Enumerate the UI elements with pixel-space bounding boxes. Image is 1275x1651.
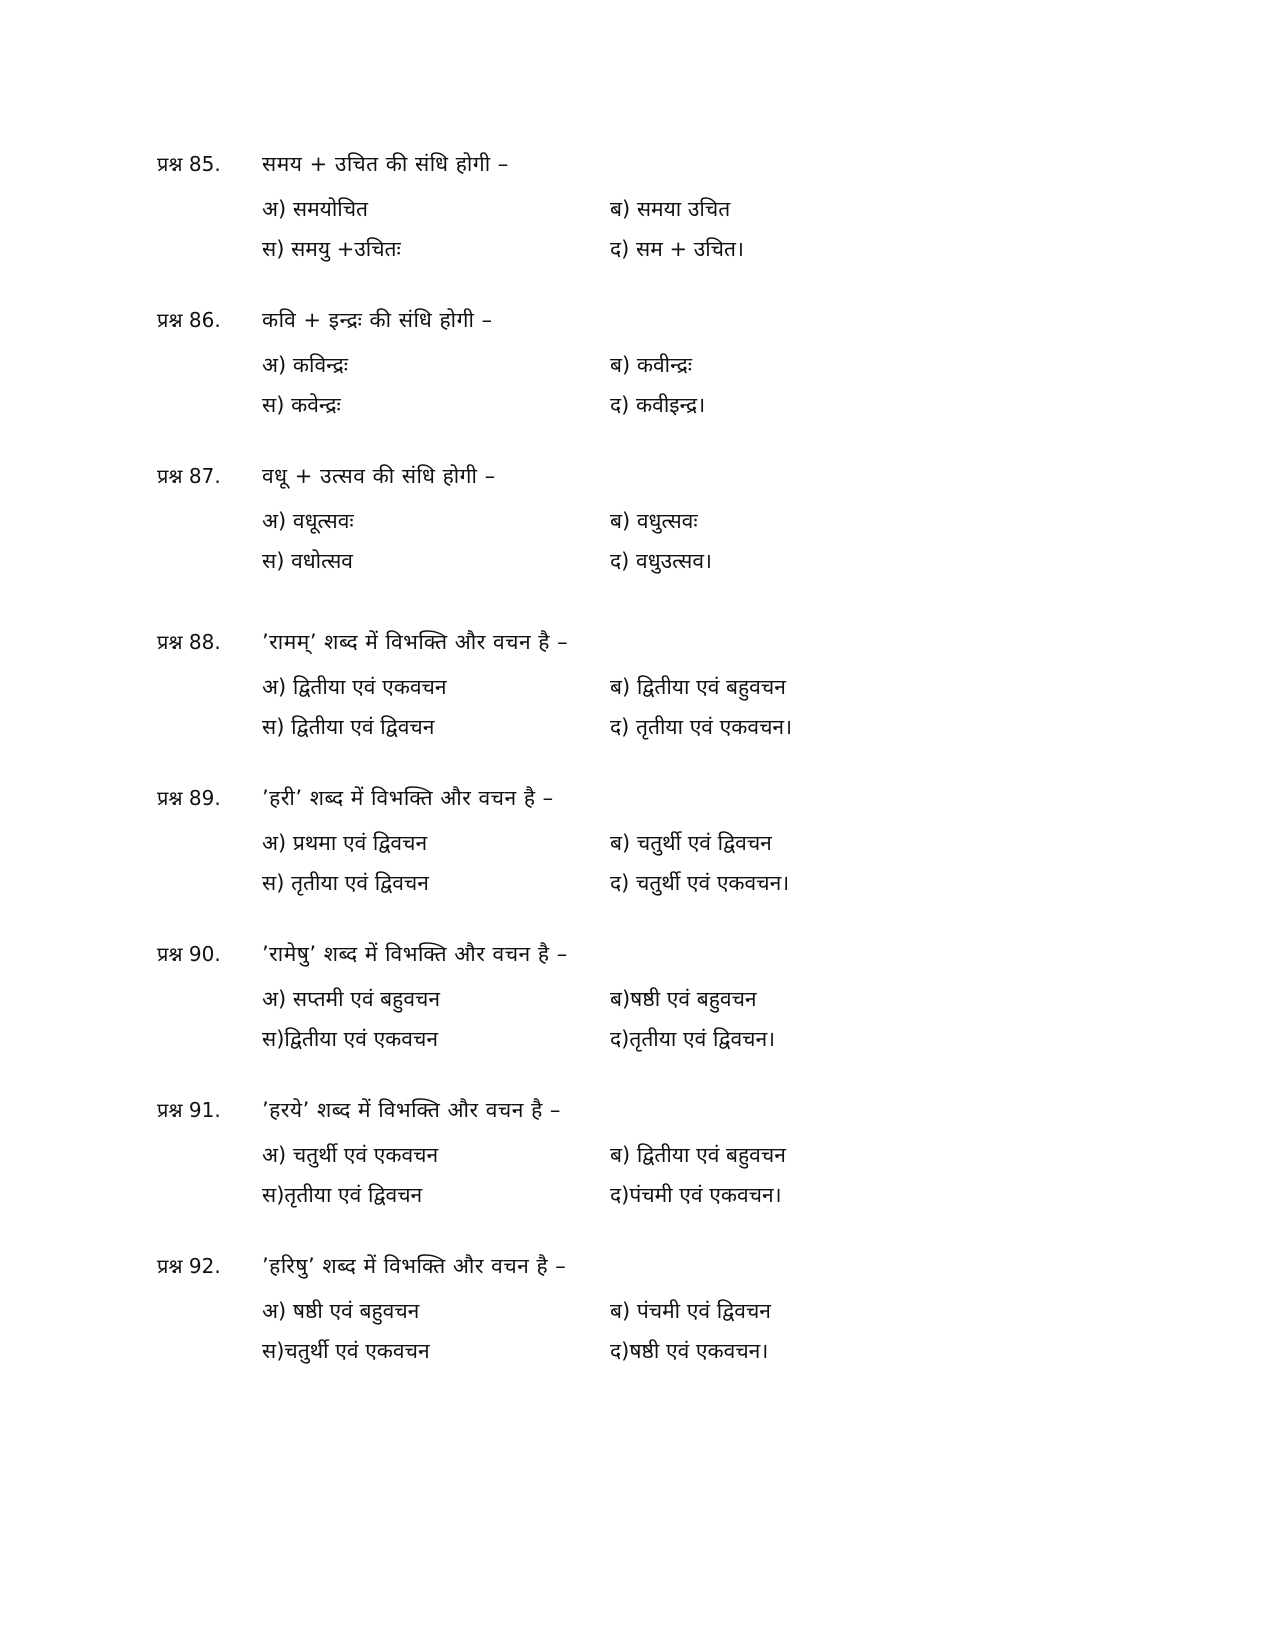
option-d: द) वधुउत्सव। bbox=[610, 549, 712, 573]
question-88 bbox=[157, 625, 1157, 765]
option-a: अ) कविन्द्रः bbox=[262, 353, 349, 377]
option-c: स)तृतीया एवं द्विवचन bbox=[262, 1183, 423, 1207]
option-c: स)चतुर्थी एवं एकवचन bbox=[262, 1339, 430, 1363]
option-b: ब) वधुत्सवः bbox=[610, 509, 698, 533]
question-87 bbox=[157, 459, 1157, 599]
question-number: प्रश्न 88. bbox=[157, 630, 221, 654]
option-b: ब) द्वितीया एवं बहुवचन bbox=[610, 1143, 786, 1167]
question-text: ’हरिषु’ शब्द में विभक्ति और वचन है – bbox=[262, 1254, 567, 1278]
question-text: ’रामेषु’ शब्द में विभक्ति और वचन है – bbox=[262, 942, 568, 966]
option-a: अ) समयोचित bbox=[262, 197, 369, 221]
option-d: द)षष्ठी एवं एकवचन। bbox=[610, 1339, 769, 1363]
option-d: द)तृतीया एवं द्विवचन। bbox=[610, 1027, 776, 1051]
option-c: स)द्वितीया एवं एकवचन bbox=[262, 1027, 438, 1051]
question-text: ’हरये’ शब्द में विभक्ति और वचन है – bbox=[262, 1098, 561, 1122]
option-b: ब) द्वितीया एवं बहुवचन bbox=[610, 675, 786, 699]
option-b: ब) कवीन्द्रः bbox=[610, 353, 692, 377]
option-c: स) समयु +उचितः bbox=[262, 237, 401, 261]
question-text: कवि + इन्द्रः की संधि होगी – bbox=[262, 308, 493, 332]
question-89 bbox=[157, 781, 1157, 921]
question-text: समय + उचित की संधि होगी – bbox=[262, 152, 509, 176]
option-a: अ) प्रथमा एवं द्विवचन bbox=[262, 831, 428, 855]
question-text: ’रामम्’ शब्द में विभक्ति और वचन है – bbox=[262, 630, 569, 654]
option-a: अ) चतुर्थी एवं एकवचन bbox=[262, 1143, 439, 1167]
option-c: स) वधोत्सव bbox=[262, 549, 353, 573]
question-number: प्रश्न 85. bbox=[157, 152, 221, 176]
question-number: प्रश्न 91. bbox=[157, 1098, 221, 1122]
option-d: द)पंचमी एवं एकवचन। bbox=[610, 1183, 782, 1207]
option-d: द) चतुर्थी एवं एकवचन। bbox=[610, 871, 790, 895]
question-text: वधू + उत्सव की संधि होगी – bbox=[262, 464, 496, 488]
question-85 bbox=[157, 147, 1157, 287]
option-b: ब) पंचमी एवं द्विवचन bbox=[610, 1299, 771, 1323]
question-91 bbox=[157, 1093, 1157, 1233]
option-c: स) द्वितीया एवं द्विवचन bbox=[262, 715, 435, 739]
option-c: स) तृतीया एवं द्विवचन bbox=[262, 871, 429, 895]
option-c: स) कवेन्द्रः bbox=[262, 393, 341, 417]
question-text: ’हरी’ शब्द में विभक्ति और वचन है – bbox=[262, 786, 554, 810]
question-number: प्रश्न 90. bbox=[157, 942, 221, 966]
question-number: प्रश्न 92. bbox=[157, 1254, 221, 1278]
option-a: अ) सप्तमी एवं बहुवचन bbox=[262, 987, 440, 1011]
option-d: द) तृतीया एवं एकवचन। bbox=[610, 715, 793, 739]
option-b: ब)षष्ठी एवं बहुवचन bbox=[610, 987, 757, 1011]
question-92 bbox=[157, 1249, 1157, 1389]
option-a: अ) वधूत्सवः bbox=[262, 509, 354, 533]
option-d: द) सम + उचित। bbox=[610, 237, 744, 261]
question-number: प्रश्न 86. bbox=[157, 308, 221, 332]
option-b: ब) चतुर्थी एवं द्विवचन bbox=[610, 831, 772, 855]
question-90 bbox=[157, 937, 1157, 1077]
option-a: अ) द्वितीया एवं एकवचन bbox=[262, 675, 447, 699]
question-number: प्रश्न 87. bbox=[157, 464, 221, 488]
option-d: द) कवीइन्द्र। bbox=[610, 393, 706, 417]
question-number: प्रश्न 89. bbox=[157, 786, 221, 810]
option-a: अ) षष्ठी एवं बहुवचन bbox=[262, 1299, 420, 1323]
question-86 bbox=[157, 303, 1157, 443]
option-b: ब) समया उचित bbox=[610, 197, 731, 221]
